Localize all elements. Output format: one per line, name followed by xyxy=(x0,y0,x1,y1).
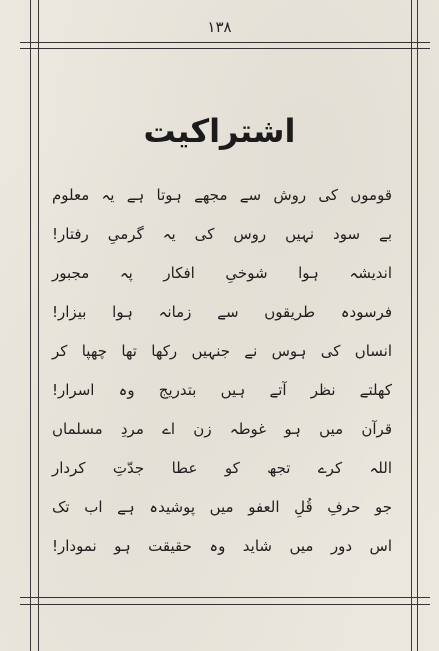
verse-line: اس دور میں شاید وہ حقیقت ہو نمودار! xyxy=(52,537,392,555)
verse-line: جو حرفِ قُلِ العفو میں پوشیدہ ہے اب تک xyxy=(52,498,392,516)
verse-line: اللہ کرے تجھ کو عطا جدّتِ کردار xyxy=(52,459,392,477)
verse-line: اندیشہ ہوا شوخیِ افکار پہ مجبور xyxy=(52,264,392,282)
verse-line: قوموں کی روش سے مجھے ہوتا ہے یہ معلوم xyxy=(52,186,392,204)
page-border-line xyxy=(20,42,430,43)
verse-line: فرسودہ طریقوں سے زمانہ ہوا بیزار! xyxy=(52,303,392,321)
poem-title: اشتراکیت xyxy=(143,112,296,150)
page-border-line xyxy=(30,0,31,651)
verse-line: انساں کی ہوس نے جنہیں رکھا تھا چھپا کر xyxy=(52,342,392,360)
poem-verses xyxy=(52,176,392,566)
page-border-line xyxy=(20,604,430,605)
page-border-line xyxy=(417,0,418,651)
verse-line: بے سود نہیں روس کی یہ گرمیِ رفتار! xyxy=(52,225,392,243)
page-number: ١٣٨ xyxy=(207,18,232,36)
verse-line: کھلتے نظر آتے ہیں بتدریج وہ اسرار! xyxy=(52,381,392,399)
verse-line: قرآن میں ہو غوطہ زن اے مردِ مسلماں xyxy=(52,420,392,438)
page-border-line xyxy=(20,597,430,598)
page-border-line xyxy=(38,0,39,651)
page-border-line xyxy=(411,0,412,651)
page-border-line xyxy=(20,48,430,49)
